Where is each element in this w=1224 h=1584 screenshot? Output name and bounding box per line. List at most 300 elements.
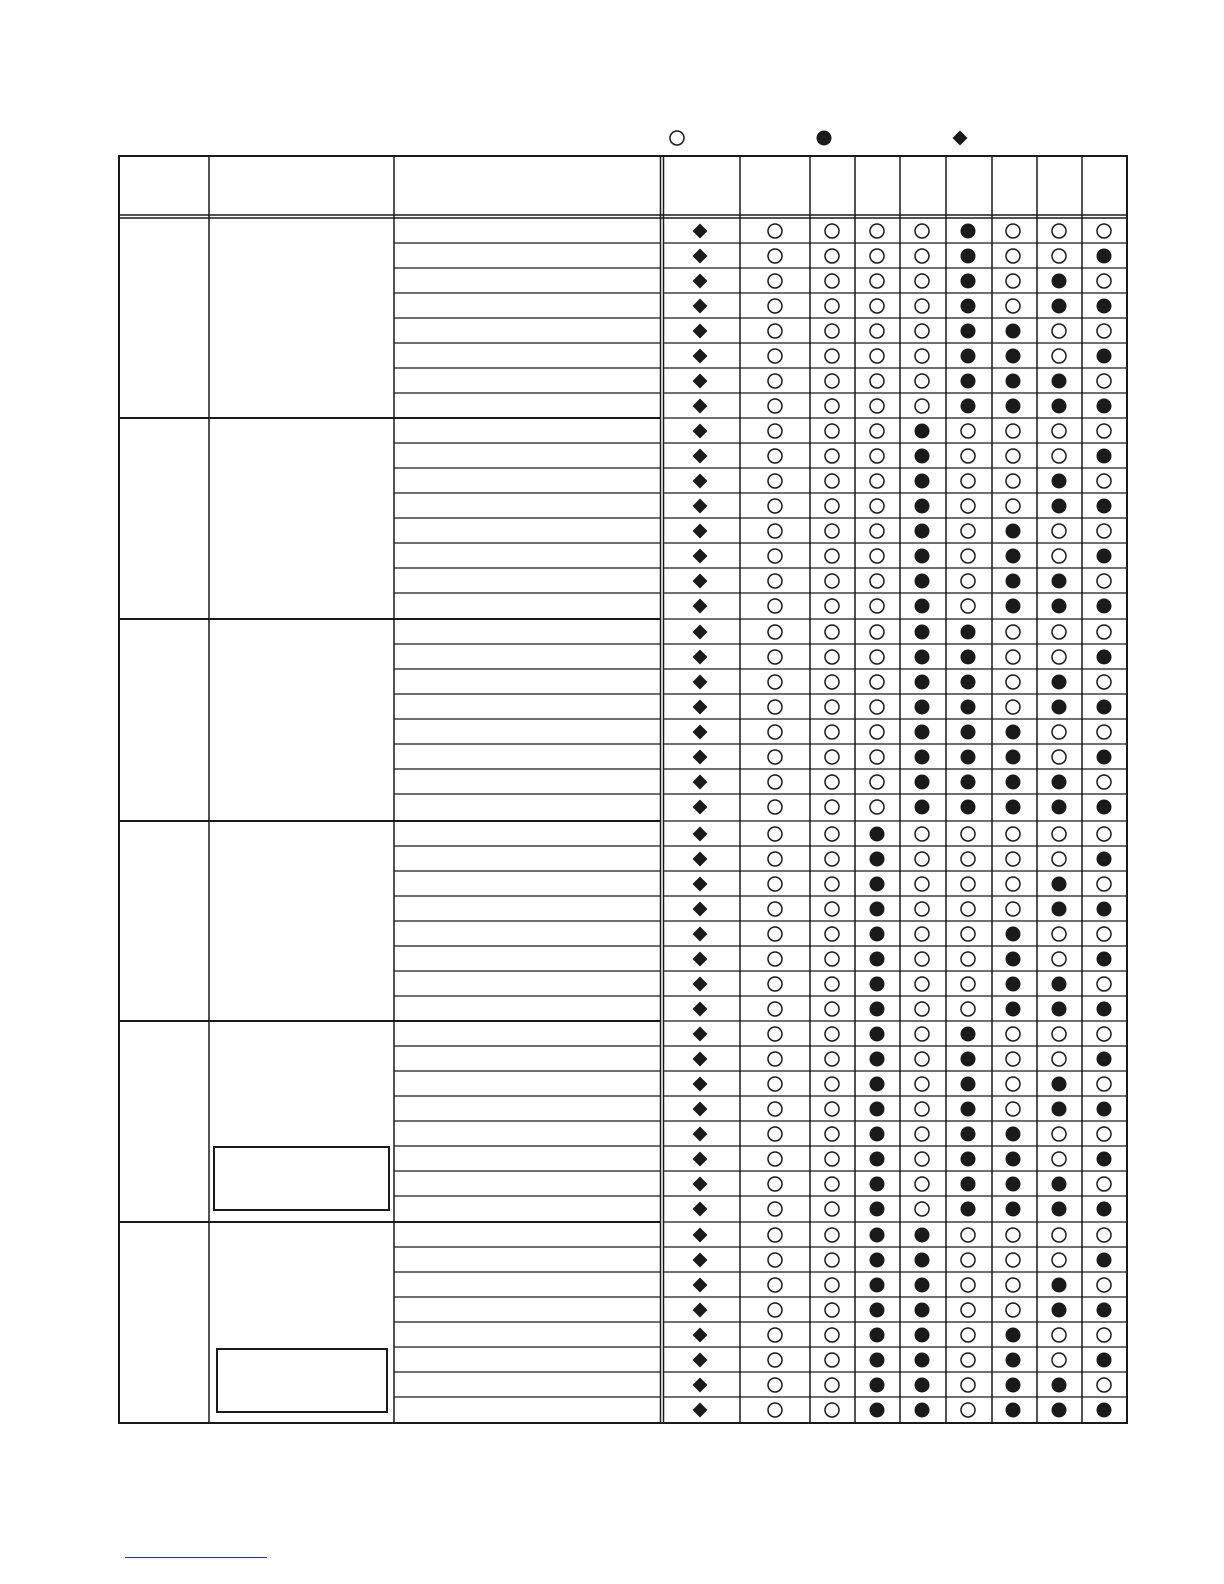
open-circle-symbol [961, 524, 975, 538]
open-circle-symbol [768, 1102, 782, 1116]
open-circle-symbol [825, 1403, 839, 1417]
diamond-symbol [693, 499, 708, 514]
filled-circle-symbol [1006, 1127, 1021, 1142]
open-circle-symbol [961, 499, 975, 513]
open-circle-symbol [768, 675, 782, 689]
filled-circle-symbol [1097, 599, 1112, 614]
filled-circle-symbol [1006, 1328, 1021, 1343]
open-circle-symbol [825, 775, 839, 789]
filled-circle-symbol [1097, 1152, 1112, 1167]
open-circle-symbol [1097, 574, 1111, 588]
diamond-symbol [693, 324, 708, 339]
open-circle-symbol [1097, 224, 1111, 238]
open-circle-symbol [825, 549, 839, 563]
filled-circle-symbol [915, 1403, 930, 1418]
open-circle-symbol [1006, 852, 1020, 866]
open-circle-symbol [768, 1353, 782, 1367]
filled-circle-symbol [915, 750, 930, 765]
diamond-symbol [693, 1077, 708, 1092]
open-circle-symbol [825, 827, 839, 841]
open-circle-symbol [915, 1102, 929, 1116]
open-circle-symbol [961, 474, 975, 488]
filled-circle-symbol [870, 1253, 885, 1268]
diamond-symbol [693, 650, 708, 665]
filled-circle-symbol [915, 1228, 930, 1243]
open-circle-symbol [870, 574, 884, 588]
open-circle-symbol [915, 324, 929, 338]
filled-circle-symbol [961, 1027, 976, 1042]
open-circle-symbol [825, 1127, 839, 1141]
filled-circle-symbol [915, 675, 930, 690]
filled-circle-symbol [870, 1177, 885, 1192]
open-circle-symbol [768, 249, 782, 263]
diamond-symbol [693, 424, 708, 439]
open-circle-symbol [825, 1353, 839, 1367]
open-circle-symbol [961, 927, 975, 941]
diamond-symbol [693, 827, 708, 842]
open-circle-symbol [1006, 449, 1020, 463]
diamond-symbol [693, 449, 708, 464]
filled-circle-symbol [1006, 952, 1021, 967]
filled-circle-symbol [1097, 1353, 1112, 1368]
diamond-symbol [693, 902, 708, 917]
filled-circle-symbol [961, 725, 976, 740]
open-circle-symbol [961, 1353, 975, 1367]
diamond-symbol [693, 852, 708, 867]
open-circle-symbol [768, 1403, 782, 1417]
open-circle-symbol [768, 1303, 782, 1317]
open-circle-symbol [1006, 1052, 1020, 1066]
open-circle-symbol [915, 374, 929, 388]
open-circle-symbol [915, 274, 929, 288]
open-circle-symbol [915, 399, 929, 413]
open-circle-symbol [1052, 827, 1066, 841]
filled-circle-symbol [961, 249, 976, 264]
filled-circle-symbol [1097, 1202, 1112, 1217]
open-circle-symbol [1006, 1077, 1020, 1091]
open-circle-symbol [961, 1278, 975, 1292]
filled-circle-symbol [1097, 1002, 1112, 1017]
filled-circle-symbol [870, 1228, 885, 1243]
filled-circle-symbol [1097, 499, 1112, 514]
open-circle-symbol [1097, 775, 1111, 789]
open-circle-symbol [825, 1253, 839, 1267]
open-circle-symbol [825, 1052, 839, 1066]
open-circle-symbol [1052, 650, 1066, 664]
open-circle-symbol [768, 1027, 782, 1041]
open-circle-symbol [768, 775, 782, 789]
filled-circle-symbol [961, 1077, 976, 1092]
open-circle-symbol [870, 474, 884, 488]
open-circle-symbol [825, 1202, 839, 1216]
open-circle-symbol [825, 1102, 839, 1116]
open-circle-symbol [825, 675, 839, 689]
filled-circle-symbol [1052, 1077, 1067, 1092]
open-circle-symbol [1052, 852, 1066, 866]
filled-circle-symbol [961, 299, 976, 314]
open-circle-symbol [825, 599, 839, 613]
open-circle-symbol [1097, 927, 1111, 941]
open-circle-symbol [768, 424, 782, 438]
filled-circle-symbol [1006, 1202, 1021, 1217]
diamond-symbol [693, 877, 708, 892]
open-circle-symbol [915, 349, 929, 363]
open-circle-symbol [825, 374, 839, 388]
open-circle-symbol [870, 374, 884, 388]
open-circle-symbol [825, 224, 839, 238]
open-circle-symbol [1052, 349, 1066, 363]
diamond-symbol [693, 800, 708, 815]
open-circle-symbol [961, 877, 975, 891]
filled-circle-symbol [1006, 1378, 1021, 1393]
open-circle-symbol [870, 249, 884, 263]
open-circle-symbol [768, 499, 782, 513]
filled-circle-symbol [1097, 299, 1112, 314]
filled-circle-symbol [961, 1152, 976, 1167]
filled-circle-symbol [1006, 725, 1021, 740]
open-circle-symbol [825, 424, 839, 438]
diamond-symbol [693, 574, 708, 589]
open-circle-symbol [1052, 750, 1066, 764]
diamond-symbol [693, 1403, 708, 1418]
open-circle-symbol [1006, 650, 1020, 664]
open-circle-symbol [961, 1253, 975, 1267]
open-circle-symbol [1006, 1102, 1020, 1116]
open-circle-symbol [1097, 274, 1111, 288]
filled-circle-symbol [1052, 700, 1067, 715]
filled-circle-symbol [870, 1002, 885, 1017]
open-circle-symbol [825, 524, 839, 538]
table-frame [119, 156, 1127, 1423]
filled-circle-symbol [915, 725, 930, 740]
filled-circle-symbol [915, 800, 930, 815]
open-circle-symbol [768, 902, 782, 916]
filled-circle-symbol [1006, 549, 1021, 564]
filled-circle-symbol [1052, 800, 1067, 815]
open-circle-symbol [768, 574, 782, 588]
open-circle-symbol [1052, 1127, 1066, 1141]
filled-circle-symbol [870, 1403, 885, 1418]
open-circle-symbol [1006, 700, 1020, 714]
diamond-symbol [693, 952, 708, 967]
open-circle-symbol [825, 1328, 839, 1342]
open-circle-symbol [825, 1278, 839, 1292]
open-circle-symbol [1006, 474, 1020, 488]
open-circle-symbol [825, 625, 839, 639]
filled-circle-symbol [915, 1278, 930, 1293]
diamond-symbol [693, 1278, 708, 1293]
filled-circle-symbol [961, 700, 976, 715]
diamond-symbol [693, 725, 708, 740]
filled-circle-symbol [1097, 1052, 1112, 1067]
open-circle-symbol [825, 852, 839, 866]
open-circle-symbol [825, 1378, 839, 1392]
open-circle-symbol [825, 877, 839, 891]
open-circle-symbol [768, 524, 782, 538]
open-circle-symbol [961, 1328, 975, 1342]
open-circle-symbol [1097, 877, 1111, 891]
open-circle-symbol [768, 299, 782, 313]
diamond-symbol [693, 1378, 708, 1393]
filled-circle-symbol [870, 1378, 885, 1393]
open-circle-symbol [768, 399, 782, 413]
filled-circle-symbol [961, 625, 976, 640]
open-circle-symbol [825, 800, 839, 814]
open-circle-symbol [768, 927, 782, 941]
open-circle-symbol [915, 1002, 929, 1016]
filled-circle-symbol [1097, 852, 1112, 867]
open-circle-symbol [1097, 374, 1111, 388]
open-circle-symbol [1097, 675, 1111, 689]
open-circle-symbol [768, 474, 782, 488]
open-circle-symbol [870, 399, 884, 413]
diamond-symbol [693, 1102, 708, 1117]
filled-circle-symbol [1006, 927, 1021, 942]
filled-circle-symbol [915, 650, 930, 665]
filled-circle-symbol [870, 902, 885, 917]
open-circle-symbol [1052, 549, 1066, 563]
open-circle-symbol [870, 299, 884, 313]
open-circle-symbol [768, 324, 782, 338]
open-circle-symbol [915, 1027, 929, 1041]
open-circle-symbol [1097, 424, 1111, 438]
open-circle-symbol [915, 902, 929, 916]
filled-circle-symbol [961, 1102, 976, 1117]
open-circle-symbol [1097, 1027, 1111, 1041]
open-circle-symbol [915, 827, 929, 841]
filled-circle-symbol [1006, 1177, 1021, 1192]
diamond-symbol [693, 299, 708, 314]
note-box [214, 1147, 389, 1210]
open-circle-symbol [825, 399, 839, 413]
open-circle-symbol [915, 249, 929, 263]
diamond-symbol [693, 675, 708, 690]
filled-circle-symbol [961, 775, 976, 790]
filled-circle-symbol [915, 1303, 930, 1318]
open-circle-symbol [768, 1077, 782, 1091]
filled-circle-symbol [1097, 800, 1112, 815]
filled-circle-symbol [1006, 324, 1021, 339]
filled-circle-symbol [1052, 1177, 1067, 1192]
filled-circle-symbol [915, 549, 930, 564]
filled-circle-symbol [961, 224, 976, 239]
open-circle-symbol [961, 449, 975, 463]
legend-diamond-icon [953, 131, 968, 146]
diamond-symbol [693, 927, 708, 942]
open-circle-symbol [768, 1002, 782, 1016]
open-circle-symbol [870, 675, 884, 689]
open-circle-symbol [768, 977, 782, 991]
filled-circle-symbol [1097, 952, 1112, 967]
open-circle-symbol [1006, 902, 1020, 916]
open-circle-symbol [768, 1228, 782, 1242]
open-circle-symbol [768, 877, 782, 891]
filled-circle-symbol [1097, 1303, 1112, 1318]
open-circle-symbol [961, 1228, 975, 1242]
open-circle-symbol [1052, 1027, 1066, 1041]
footer-rule [125, 1557, 267, 1558]
diamond-symbol [693, 374, 708, 389]
filled-circle-symbol [915, 424, 930, 439]
diamond-symbol [693, 625, 708, 640]
open-circle-symbol [768, 1127, 782, 1141]
diamond-symbol [693, 1052, 708, 1067]
open-circle-symbol [870, 599, 884, 613]
open-circle-symbol [915, 1152, 929, 1166]
filled-circle-symbol [1006, 1002, 1021, 1017]
diamond-symbol [693, 524, 708, 539]
filled-circle-symbol [1052, 977, 1067, 992]
open-circle-symbol [915, 927, 929, 941]
open-circle-symbol [768, 1202, 782, 1216]
open-circle-symbol [825, 1077, 839, 1091]
open-circle-symbol [961, 574, 975, 588]
open-circle-symbol [1097, 1127, 1111, 1141]
open-circle-symbol [961, 1303, 975, 1317]
open-circle-symbol [1052, 1328, 1066, 1342]
filled-circle-symbol [870, 977, 885, 992]
open-circle-symbol [870, 775, 884, 789]
diamond-symbol [693, 474, 708, 489]
diamond-symbol [693, 1002, 708, 1017]
open-circle-symbol [1052, 725, 1066, 739]
open-circle-symbol [1052, 927, 1066, 941]
open-circle-symbol [768, 800, 782, 814]
filled-circle-symbol [870, 1278, 885, 1293]
filled-circle-symbol [1006, 374, 1021, 389]
open-circle-symbol [825, 977, 839, 991]
filled-circle-symbol [915, 574, 930, 589]
open-circle-symbol [1097, 324, 1111, 338]
filled-circle-symbol [1052, 299, 1067, 314]
open-circle-symbol [961, 599, 975, 613]
filled-circle-symbol [1097, 349, 1112, 364]
open-circle-symbol [825, 725, 839, 739]
diamond-symbol [693, 775, 708, 790]
legend-open-circle-icon [670, 131, 684, 145]
open-circle-symbol [1006, 1027, 1020, 1041]
open-circle-symbol [768, 599, 782, 613]
filled-circle-symbol [961, 1127, 976, 1142]
filled-circle-symbol [1097, 399, 1112, 414]
open-circle-symbol [768, 449, 782, 463]
legend-filled-circle-icon [817, 131, 832, 146]
filled-circle-symbol [961, 399, 976, 414]
open-circle-symbol [1097, 474, 1111, 488]
open-circle-symbol [1097, 524, 1111, 538]
diamond-symbol [693, 274, 708, 289]
open-circle-symbol [1006, 424, 1020, 438]
filled-circle-symbol [1006, 750, 1021, 765]
open-circle-symbol [915, 877, 929, 891]
filled-circle-symbol [1052, 274, 1067, 289]
open-circle-symbol [768, 549, 782, 563]
open-circle-symbol [825, 474, 839, 488]
filled-circle-symbol [915, 700, 930, 715]
open-circle-symbol [768, 374, 782, 388]
open-circle-symbol [870, 700, 884, 714]
filled-circle-symbol [1097, 449, 1112, 464]
open-circle-symbol [870, 224, 884, 238]
filled-circle-symbol [1052, 574, 1067, 589]
open-circle-symbol [1006, 675, 1020, 689]
filled-circle-symbol [1052, 877, 1067, 892]
filled-circle-symbol [1097, 549, 1112, 564]
open-circle-symbol [1006, 499, 1020, 513]
filled-circle-symbol [961, 675, 976, 690]
open-circle-symbol [1097, 1177, 1111, 1191]
open-circle-symbol [915, 852, 929, 866]
open-circle-symbol [1052, 224, 1066, 238]
filled-circle-symbol [961, 349, 976, 364]
open-circle-symbol [961, 977, 975, 991]
diamond-symbol [693, 1253, 708, 1268]
open-circle-symbol [1097, 1077, 1111, 1091]
open-circle-symbol [870, 499, 884, 513]
diamond-symbol [693, 549, 708, 564]
open-circle-symbol [768, 650, 782, 664]
filled-circle-symbol [915, 625, 930, 640]
filled-circle-symbol [1052, 1378, 1067, 1393]
open-circle-symbol [768, 1152, 782, 1166]
open-circle-symbol [915, 977, 929, 991]
open-circle-symbol [768, 952, 782, 966]
diamond-symbol [693, 399, 708, 414]
open-circle-symbol [825, 952, 839, 966]
open-circle-symbol [1006, 274, 1020, 288]
filled-circle-symbol [915, 1378, 930, 1393]
open-circle-symbol [1097, 1228, 1111, 1242]
open-circle-symbol [961, 1403, 975, 1417]
open-circle-symbol [825, 349, 839, 363]
open-circle-symbol [1097, 827, 1111, 841]
open-circle-symbol [825, 927, 839, 941]
diamond-symbol [693, 1228, 708, 1243]
open-circle-symbol [825, 1027, 839, 1041]
open-circle-symbol [961, 827, 975, 841]
filled-circle-symbol [1006, 800, 1021, 815]
open-circle-symbol [870, 800, 884, 814]
open-circle-symbol [825, 750, 839, 764]
open-circle-symbol [768, 349, 782, 363]
open-circle-symbol [870, 650, 884, 664]
filled-circle-symbol [915, 524, 930, 539]
filled-circle-symbol [915, 1328, 930, 1343]
diamond-symbol [693, 700, 708, 715]
filled-circle-symbol [870, 1303, 885, 1318]
filled-circle-symbol [1097, 902, 1112, 917]
open-circle-symbol [870, 750, 884, 764]
note-box [217, 1349, 387, 1412]
open-circle-symbol [1097, 625, 1111, 639]
open-circle-symbol [870, 625, 884, 639]
open-circle-symbol [915, 1127, 929, 1141]
open-circle-symbol [1052, 952, 1066, 966]
open-circle-symbol [1052, 1353, 1066, 1367]
open-circle-symbol [768, 852, 782, 866]
diamond-symbol [693, 599, 708, 614]
diamond-symbol [693, 1152, 708, 1167]
diamond-symbol [693, 249, 708, 264]
open-circle-symbol [1052, 1152, 1066, 1166]
open-circle-symbol [825, 324, 839, 338]
filled-circle-symbol [1052, 1002, 1067, 1017]
open-circle-symbol [1097, 725, 1111, 739]
filled-circle-symbol [870, 1353, 885, 1368]
open-circle-symbol [915, 1077, 929, 1091]
open-circle-symbol [825, 574, 839, 588]
filled-circle-symbol [1006, 599, 1021, 614]
